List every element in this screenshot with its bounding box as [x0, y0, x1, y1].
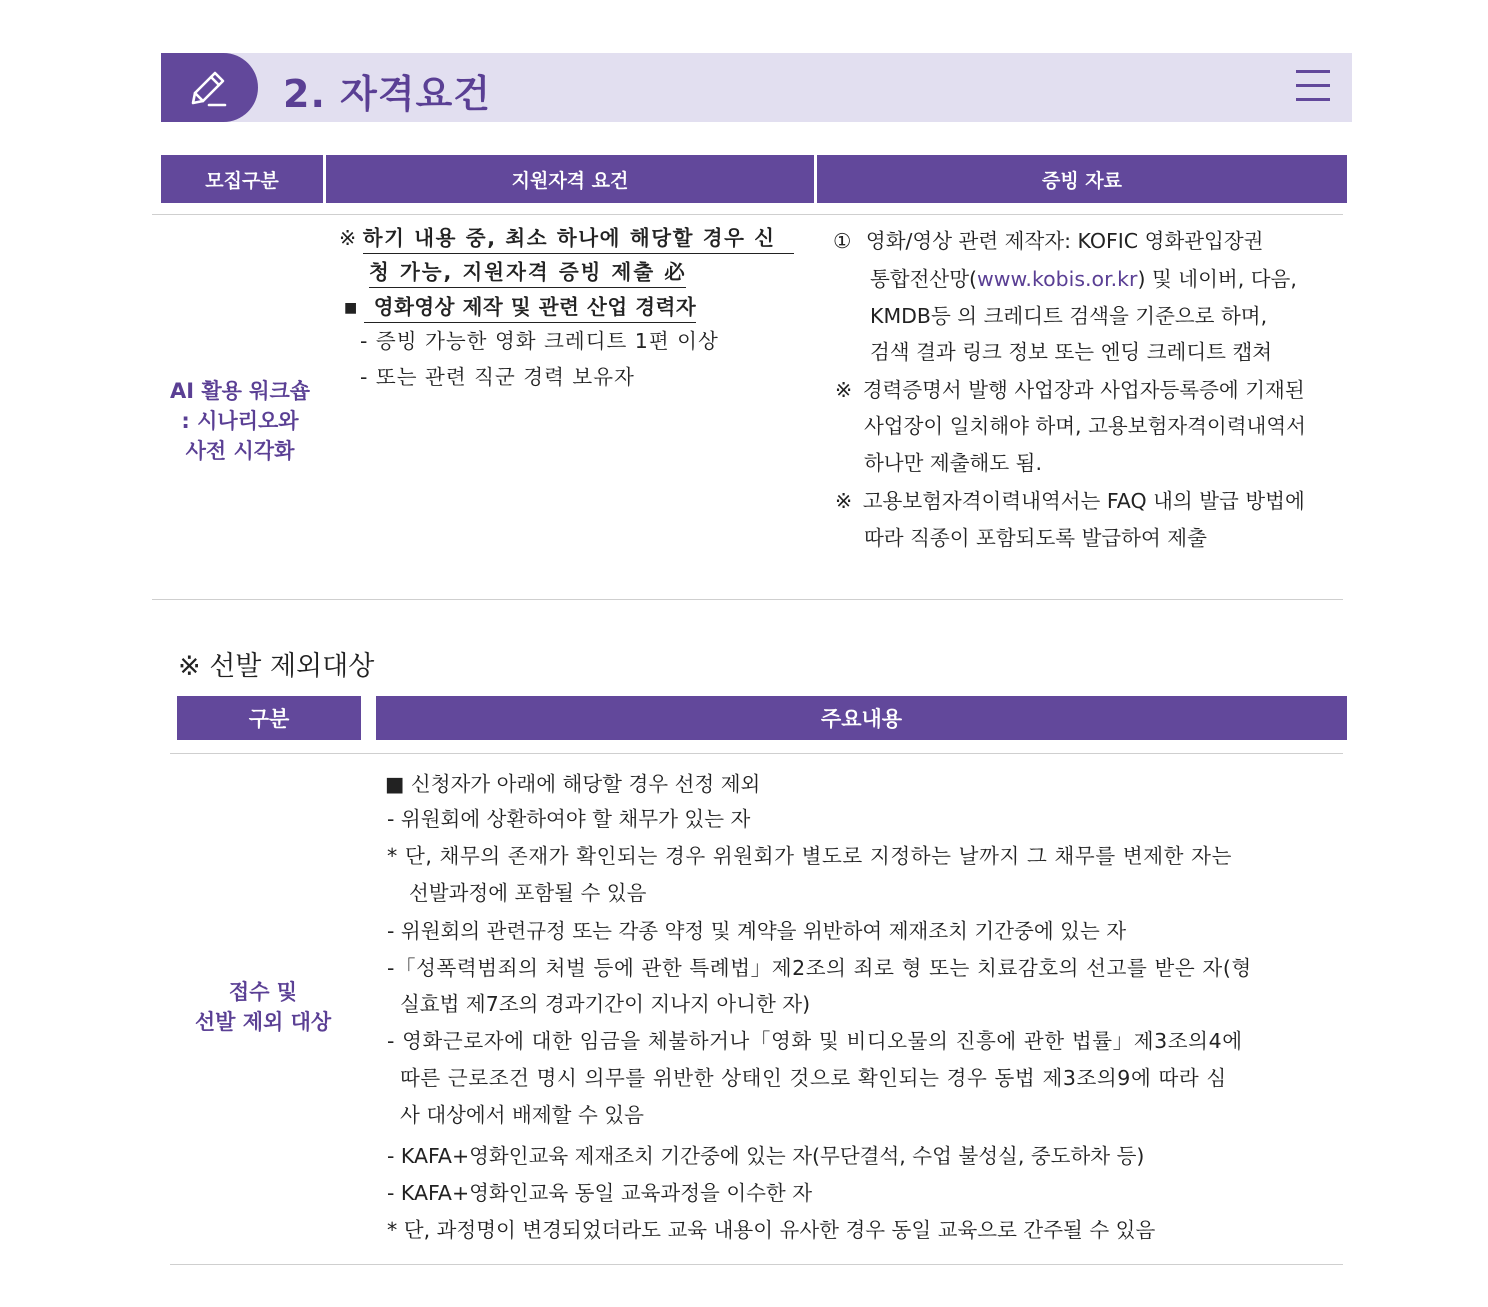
exclusion-line: - 위원회에 상환하여야 할 채무가 있는 자	[387, 807, 751, 831]
exclusion-line: - 영화근로자에 대한 임금을 체불하거나「영화 및 비디오물의 진흥에 관한 법률」제3조의4에	[387, 1029, 1243, 1053]
table-header-evidence: 증빙 자료	[817, 155, 1347, 203]
exclusion-line: -「성폭력범죄의 처벌 등에 관한 특례법」제2조의 죄로 형 또는 치료감호의 선고를 받은 자(형	[387, 956, 1252, 980]
exclusion-line: 선발과정에 포함될 수 있음	[409, 881, 647, 905]
kobis-link[interactable]: www.kobis.or.kr	[977, 267, 1138, 291]
evidence-line: 검색 결과 링크 정보 또는 엔딩 크레디트 캡쳐	[870, 340, 1273, 364]
requirement-item: - 증빙 가능한 영화 크레디트 1편 이상	[360, 329, 719, 353]
category-line: : 시나리오와	[181, 409, 299, 433]
evidence-note-cont: 하나만 제출해도 됨.	[864, 451, 1042, 475]
exclusion-line: - 위원회의 관련규정 또는 각종 약정 및 계약을 위반하여 제재조치 기간중에 있는 자	[387, 919, 1127, 943]
evidence-line: KMDB등 의 크레디트 검색을 기준으로 하며,	[870, 304, 1268, 328]
table-bottom-rule	[152, 599, 1343, 600]
evidence-note: ※ 고용보험자격이력내역서는 FAQ 내의 발급 방법에	[835, 489, 1305, 513]
requirement-bullet: ■ 영화영상 제작 및 관련 산업 경력자	[344, 293, 696, 323]
category-line: 선발 제외 대상	[194, 1010, 332, 1034]
exclusion-line: - KAFA+영화인교육 동일 교육과정을 이수한 자	[387, 1181, 813, 1205]
exclusion-line: ■ 신청자가 아래에 해당할 경우 선정 제외	[385, 772, 761, 796]
section-title: 2. 자격요건	[283, 72, 491, 116]
exclusion-line: 실효법 제7조의 경과기간이 지나지 아니한 자)	[400, 992, 811, 1016]
edit-tab	[161, 53, 258, 122]
exclusion-line: 따른 근로조건 명시 의무를 위반한 상태인 것으로 확인되는 경우 동법 제3조의9에 따라 심	[400, 1066, 1227, 1090]
exclusion-line: 사 대상에서 배제할 수 있음	[400, 1103, 644, 1127]
category-line: 사전 시각화	[185, 439, 295, 463]
exclusion-line: - KAFA+영화인교육 제재조치 기간중에 있는 자(무단결석, 수업 불성실, 중도하차 등)	[387, 1144, 1145, 1168]
table-divider	[152, 214, 1343, 215]
exclusion-header-category: 구분	[177, 696, 361, 740]
exclusion-bottom-rule	[170, 1264, 1343, 1265]
category-line: 접수 및	[228, 980, 298, 1004]
hamburger-menu-icon[interactable]	[1296, 70, 1330, 106]
exclusion-title: ※ 선발 제외대상	[178, 651, 375, 682]
evidence-note: ※ 경력증명서 발행 사업장과 사업자등록증에 기재된	[835, 378, 1305, 402]
exclusion-line: * 단, 과정명이 변경되었더라도 교육 내용이 유사한 경우 동일 교육으로 간주될 수 있음	[387, 1218, 1156, 1242]
requirement-note: ※ 하기 내용 중, 최소 하나에 해당할 경우 신	[339, 224, 794, 254]
table-header-requirements: 지원자격 요건	[326, 155, 814, 203]
category-cell	[160, 376, 320, 466]
exclusion-category-cell	[178, 977, 348, 1037]
evidence-line: 통합전산망(www.kobis.or.kr) 및 네이버, 다음,	[870, 267, 1297, 291]
exclusion-divider	[170, 753, 1343, 754]
evidence-note-cont: 따라 직종이 포함되도록 발급하여 제출	[864, 526, 1207, 550]
section-header-banner	[161, 53, 1352, 122]
requirement-item: - 또는 관련 직군 경력 보유자	[360, 365, 635, 389]
exclusion-line: * 단, 채무의 존재가 확인되는 경우 위원회가 별도로 지정하는 날까지 그 채무를 변제한 자는	[387, 844, 1232, 868]
requirement-note-text: 하기 내용 중, 최소 하나에 해당할 경우 신	[363, 224, 794, 254]
evidence-note-cont: 사업장이 일치해야 하며, 고용보험자격이력내역서	[864, 414, 1306, 438]
requirement-note-cont: 청 가능, 지원자격 증빙 제출 必	[369, 258, 686, 288]
table-header-category: 모집구분	[161, 155, 323, 203]
exclusion-header-content: 주요내용	[376, 696, 1347, 740]
evidence-line: ① 영화/영상 관련 제작자: KOFIC 영화관입장권	[833, 229, 1264, 253]
category-line: AI 활용 워크숍	[169, 379, 311, 403]
